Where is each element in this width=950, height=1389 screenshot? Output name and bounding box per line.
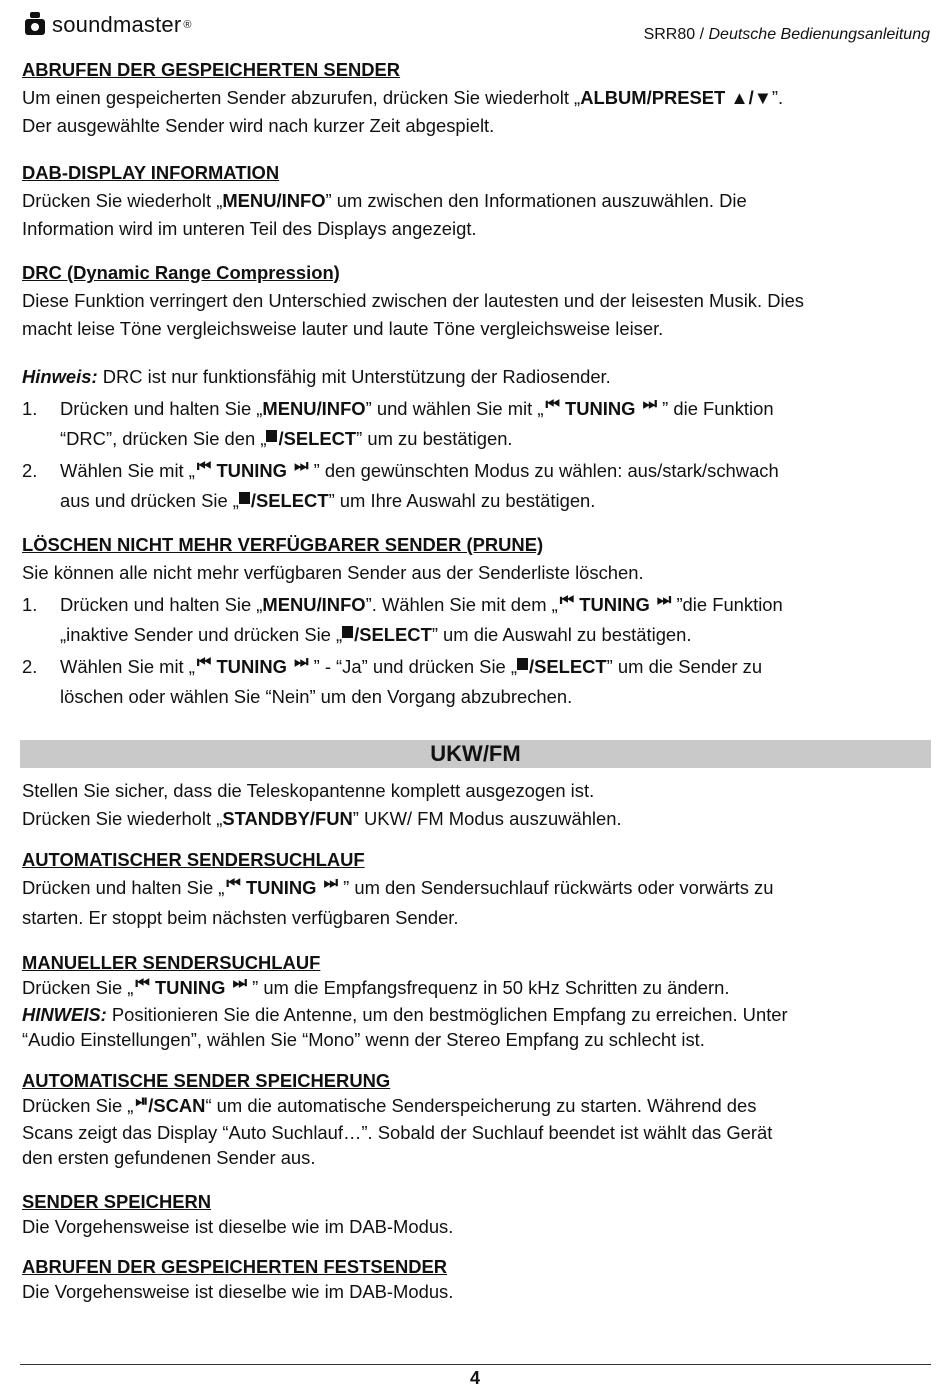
section-heading: ABRUFEN DER GESPEICHERTEN SENDER [22, 59, 401, 80]
fm-section-banner [20, 740, 931, 768]
paragraph: Drücken Sie wiederholt „MENU/INFO” um zwischen den Informationen auszuwählen. Die [22, 190, 747, 211]
paragraph: Scans zeigt das Display “Auto Suchlauf…”. Sobald der Suchlauf beendet ist wählt das Gerät [22, 1122, 773, 1143]
section-fm-intro [22, 777, 932, 833]
previous-track-icon: ⏮ [559, 592, 573, 609]
section-heading: SENDER SPEICHERN [22, 1191, 212, 1212]
key-label: MENU/INFO [262, 398, 366, 419]
section-auto-store [22, 1068, 932, 1170]
note-label: HINWEIS: [22, 1004, 107, 1025]
previous-track-icon: ⏮ [226, 875, 239, 892]
section-drc [22, 259, 932, 515]
next-track-icon: ⏭ [294, 458, 307, 475]
previous-track-icon: ⏮ [545, 396, 558, 413]
section-recall-presets [22, 56, 932, 140]
manual-title: Deutsche Bedienungsanleitung [708, 26, 930, 43]
next-track-icon: ⏭ [294, 654, 307, 671]
prune-steps [22, 591, 932, 711]
paragraph: Stellen Sie sicher, dass die Teleskopantenne komplett ausgezogen ist. [22, 780, 595, 801]
paragraph: macht leise Töne vergleichsweise lauter und laute Töne vergleichsweise leiser. [22, 318, 664, 339]
page-number: 4 [469, 1368, 480, 1388]
previous-track-icon: ⏮ [196, 654, 210, 671]
next-track-icon: ⏭ [642, 396, 656, 413]
registered-mark: ® [183, 19, 192, 31]
key-label: MENU/INFO [222, 190, 326, 211]
section-heading: DAB-DISPLAY INFORMATION [22, 162, 280, 183]
brand-name: soundmaster [52, 12, 182, 37]
paragraph: Drücken und halten Sie „ ⏮ TUNING ⏭ ” um den Sendersuchlauf rückwärts oder vorwärts zu [22, 874, 932, 904]
soundmaster-logo-icon [22, 10, 48, 40]
paragraph: starten. Er stoppt beim nächsten verfügbaren Sender. [22, 907, 459, 928]
stop-icon [342, 626, 353, 638]
play-pause-icon: ⏯ [135, 1093, 147, 1110]
stop-icon [266, 430, 277, 442]
paragraph: Information wird im unteren Teil des Displays angezeigt. [22, 218, 477, 239]
key-label: STANDBY/FUN [222, 808, 353, 829]
list-item: 1. Drücken und halten Sie „MENU/INFO” und wählen Sie mit „ ⏮ TUNING ⏭ ” die Funktion “DRC”, drücken Sie den „ /SELECT” um zu bestätigen. [22, 395, 932, 453]
list-item: 2. Wählen Sie mit „ ⏮ TUNING ⏭ ” - “Ja” und drücken Sie „ /SELECT” um die Sender zu löschen oder wählen Sie “Nein” um den Vorgang abzubrechen. [22, 653, 932, 711]
section-heading: DRC (Dynamic Range Compression) [22, 262, 340, 283]
brand-logo [22, 10, 192, 40]
key-label: ALBUM/PRESET ▲/▼ [580, 87, 772, 108]
model-name: SRR80 [643, 26, 696, 43]
section-prune [22, 531, 932, 711]
note: Hinweis: DRC ist nur funktionsfähig mit Unterstützung der Radiosender. [22, 366, 611, 387]
title-separator: / [695, 26, 709, 43]
paragraph: Sie können alle nicht mehr verfügbaren Sender aus der Senderliste löschen. [22, 562, 644, 583]
section-heading: MANUELLER SENDERSUCHLAUF [22, 952, 321, 973]
section-store-station [22, 1189, 932, 1239]
section-heading: LÖSCHEN NICHT MEHR VERFÜGBARER SENDER (PRUNE) [22, 534, 544, 555]
section-manual-scan [22, 950, 932, 1052]
drc-steps [22, 395, 932, 515]
next-track-icon: ⏭ [323, 875, 336, 892]
paragraph: Die Vorgehensweise ist dieselbe wie im DAB-Modus. [22, 1281, 454, 1302]
section-auto-scan [22, 846, 932, 932]
paragraph: den ersten gefundenen Sender aus. [22, 1147, 316, 1168]
section-recall-fm-presets [22, 1254, 932, 1304]
key-label: MENU/INFO [262, 594, 366, 615]
note-label: Hinweis: [22, 366, 98, 387]
stop-icon [239, 492, 250, 504]
paragraph: Der ausgewählte Sender wird nach kurzer Zeit abgespielt. [22, 115, 495, 136]
section-heading: AUTOMATISCHE SENDER SPEICHERUNG [22, 1070, 391, 1091]
paragraph: “Audio Einstellungen”, wählen Sie “Mono” wenn der Stereo Empfang zu schlecht ist. [22, 1029, 705, 1050]
previous-track-icon: ⏮ [196, 458, 210, 475]
key-label: /SCAN [148, 1095, 206, 1116]
section-banner-title: UKW/FM [430, 741, 521, 766]
paragraph: Drücken Sie wiederholt „STANDBY/FUN” UKW/ FM Modus auszuwählen. [22, 808, 622, 829]
next-track-icon: ⏭ [656, 592, 670, 609]
list-item: 1. Drücken und halten Sie „MENU/INFO”. Wählen Sie mit dem „ ⏮ TUNING ⏭ ”die Funktion „inaktive Sender und drücken Sie „ /SELECT” um die Auswahl zu bestätigen. [22, 591, 932, 649]
previous-track-icon: ⏮ [135, 975, 148, 992]
section-heading: ABRUFEN DER GESPEICHERTEN FESTSENDER [22, 1256, 448, 1277]
document-title [644, 26, 930, 44]
section-heading: AUTOMATISCHER SENDERSUCHLAUF [22, 849, 365, 870]
note: HINWEIS: Positionieren Sie die Antenne, um den bestmöglichen Empfang zu erreichen. Unter [22, 1004, 788, 1025]
list-item: 2. Wählen Sie mit „ ⏮ TUNING ⏭ ” den gewünschten Modus zu wählen: aus/stark/schwach aus und drücken Sie „ /SELECT” um Ihre Auswahl zu bestätigen. [22, 457, 932, 515]
paragraph: Die Vorgehensweise ist dieselbe wie im DAB-Modus. [22, 1216, 454, 1237]
section-dab-display-info [22, 159, 932, 243]
paragraph: Um einen gespeicherten Sender abzurufen, drücken Sie wiederholt „ALBUM/PRESET ▲/▼”. [22, 87, 784, 108]
paragraph: Drücken Sie „ ⏮ TUNING ⏭ ” um die Empfangsfrequenz in 50 kHz Schritten zu ändern. [22, 975, 932, 1002]
paragraph: Diese Funktion verringert den Unterschied zwischen der lautesten und der leisesten Musik. Dies [22, 290, 804, 311]
stop-icon [517, 658, 528, 670]
footer-divider [20, 1364, 931, 1365]
paragraph: Drücken Sie „ ⏯ /SCAN“ um die automatische Senderspeicherung zu starten. Während des [22, 1093, 932, 1120]
next-track-icon: ⏭ [232, 975, 245, 992]
